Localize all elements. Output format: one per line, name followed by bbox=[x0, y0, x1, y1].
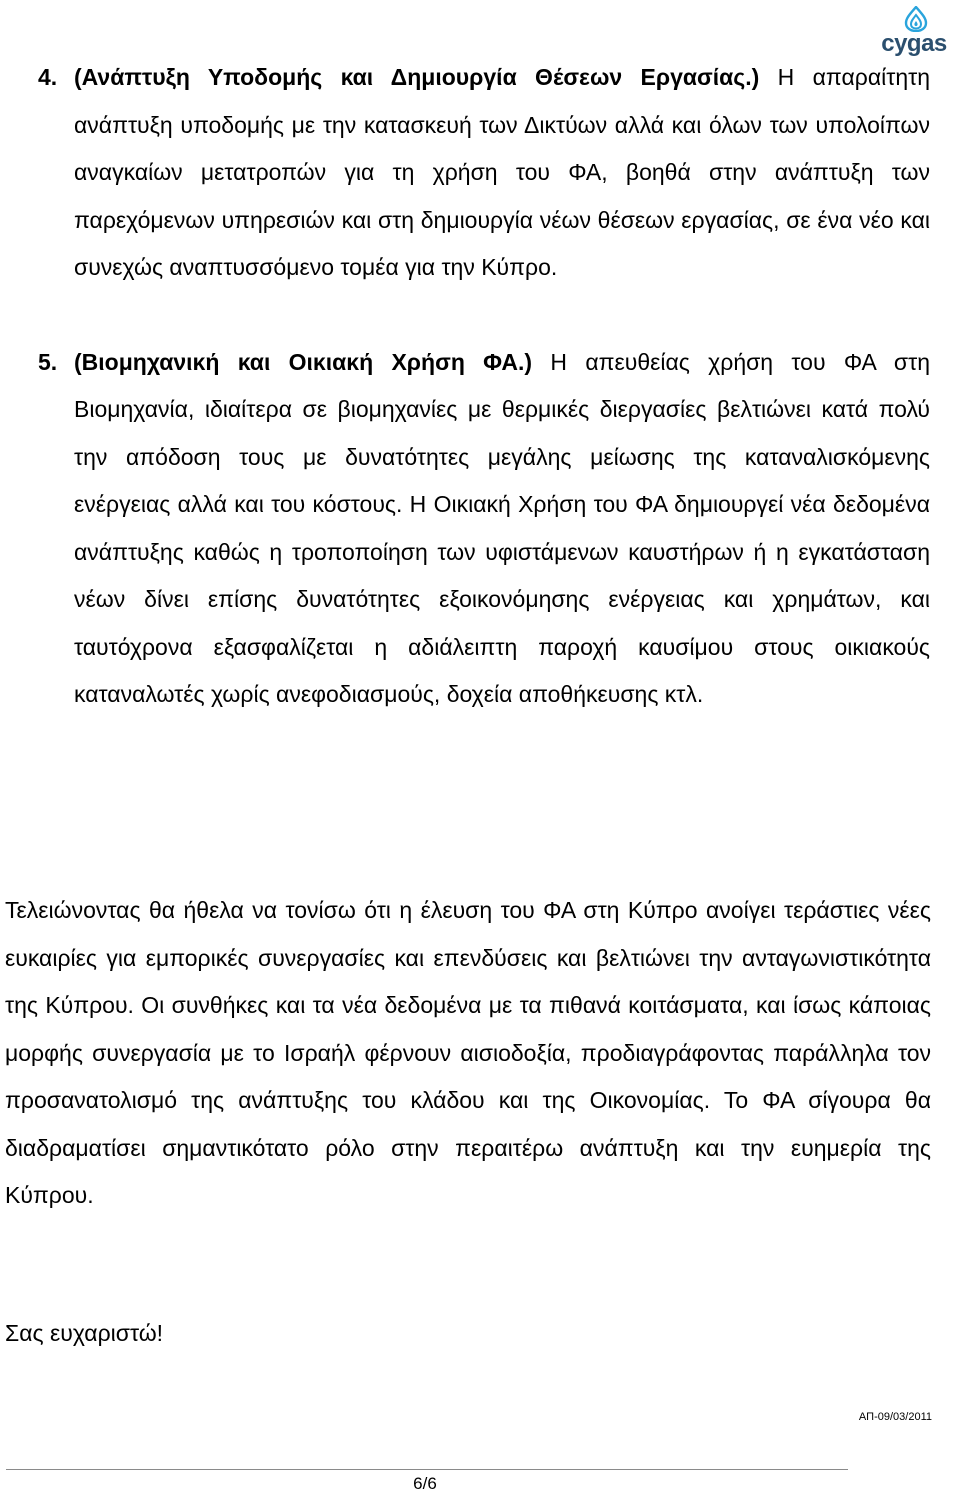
thanks-text: Σας ευχαριστώ! bbox=[5, 1320, 164, 1346]
logo-text: cygas bbox=[881, 30, 947, 57]
list-item bbox=[38, 339, 930, 719]
document-code: ΑΠ-09/03/2011 bbox=[858, 1411, 932, 1423]
item-number: 5. bbox=[38, 348, 58, 375]
cygas-logo bbox=[876, 6, 952, 56]
list-item bbox=[38, 54, 930, 292]
footer-divider bbox=[6, 1469, 848, 1470]
flame-drop-icon bbox=[900, 6, 932, 32]
numbered-list bbox=[38, 54, 930, 719]
item-text: Η απευθείας χρήση του ΦΑ στη Βιομηχανία, ιδιαίτερα σε βιομηχανίες με θερμικές διεργασίες βελτιώνει κατά πολύ την απόδοση τους με δυνατότητες μεγάλης μείωσης της καταναλισκόμενης ενέργειας αλλά και του κόστους. Η Οικιακή Χρήση του ΦΑ δημιουργεί νέα δεδομένα ανάπτυξης καθώς η τροποποίηση των υφιστάμενων καυστήρων ή η εγκατάσταση νέων δίνει επίσης δυνατότητες εξοικονόμησης ενέργειας και χρημάτων, και ταυτόχρονα εξασφαλίζεται η αδιάλειπτη παροχή καυσίμου στους οικιακούς καταναλωτές χωρίς ανεφοδιασμούς, δοχεία αποθήκευσης κτλ. bbox=[74, 348, 930, 707]
page-number: 6/6 bbox=[413, 1474, 437, 1493]
item-text: Η απαραίτητη ανάπτυξη υποδομής με την κατασκευή των Δικτύων αλλά και όλων των υπολοίπων αναγκαίων μετατροπών για τη χρήση του ΦΑ, βοηθά στην ανάπτυξη των παρεχόμενων υπηρεσιών και στη δημιουργία νέων θέσεων εργασίας, σε ένα νέο και συνεχώς αναπτυσσόμενο τομέα για την Κύπρο. bbox=[74, 64, 930, 280]
item-heading: (Βιομηχανική και Οικιακή Χρήση ΦΑ.) bbox=[74, 348, 533, 375]
closing-paragraph: Τελειώνοντας θα ήθελα να τονίσω ότι η έλευση του ΦΑ στη Κύπρο ανοίγει τεράστιες νέες ευκαιρίες για εμπορικές συνεργασίες και επενδύσεις και βελτιώνει την ανταγωνιστικότητα της Κύπρου. Οι συνθήκες και τα νέα δεδομένα με τα πιθανά κοιτάσματα, και ίσως κάποιας μορφής συνεργασία με το Ισραήλ φέρνουν αισιοδοξία, προδιαγράφοντας παράλληλα τον προσανατολισμό της ανάπτυξης του κλάδου και της Οικονομίας. Το ΦΑ σίγουρα θα διαδραματίσει σημαντικότατο ρόλο στην περαιτέρω ανάπτυξη και την ευημερία της Κύπρου. bbox=[5, 897, 931, 1208]
item-heading: (Ανάπτυξη Υποδομής και Δημιουργία Θέσεων Εργασίας.) bbox=[74, 64, 760, 90]
item-number: 4. bbox=[38, 64, 58, 90]
